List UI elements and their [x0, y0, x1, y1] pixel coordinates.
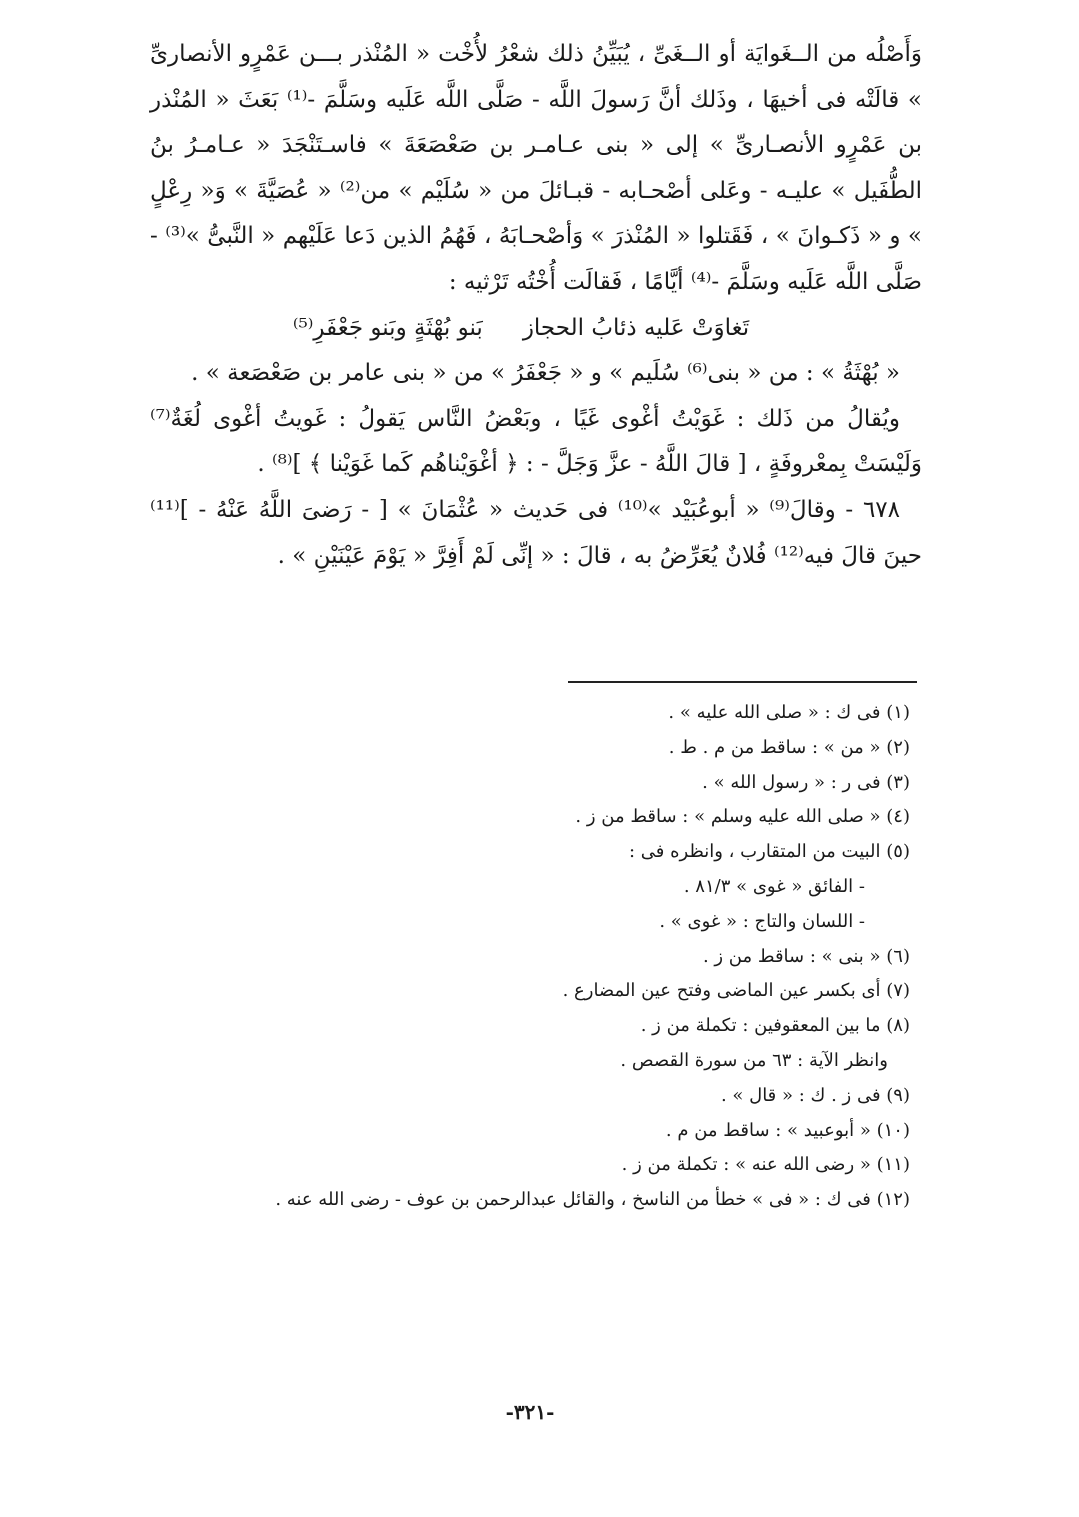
footnotes	[140, 696, 910, 1218]
paragraph-opening: وَأَصْلُه من الــغَوايَة أو الــغَىِّ ، يُبَيِّنُ ذلك شعْرُ لأُخْت « المُنْذر بـــن عَمْرٍو الأنصارىِّ » قالَتْه فى أخيهَا ، وذَلك أنَّ رَسولَ اللَّه - صَلَّى اللَّه عَلَيه وسَلَّمَ -⁽¹⁾ بَعَثَ « المُنْذر بن عَمْرٍو الأنصـارىِّ » إلى « بنى عـامـر بن صَعْصَعَةَ » فاسـتَنْجَدَ « عـامـرُ بنُ الطُّفَيل » عليـه - وعَلى أصْحـابه - قبـائلَ من « سُلَيْم » من⁽²⁾ « عُصَيَّةَ » وَ« رِعْلٍ » و « ذَكـوانَ » ، فَقَتلوا « المُنْذرَ » وَأصْحـابَهُ ، فَهُمُ الذين دَعا عَلَيْهم « النَّبىُّ »⁽³⁾ - صَلَّى اللَّه عَلَيه وسَلَّمَ -⁽⁴⁾ أيَّامًا ، فَقالَت أُخْتُه تَرْثيه :	[150, 41, 922, 295]
verse-second-hemistich: بَنو بُهْثَةٍ وبَنو جَعْفَرِ⁽⁵⁾	[292, 314, 483, 341]
verse-first-hemistich: تَغاوَتْ عَليه ذئابُ الحجاز	[522, 314, 750, 341]
footnote-11: (١١) « رضى الله عنه » : تكملة من ز .	[621, 1154, 910, 1176]
footnote-divider	[568, 681, 917, 683]
footnote-8-ayah-note: وانظر الآية : ٦٣ من سورة القصص .	[620, 1049, 888, 1071]
footnote-4: (٤) « صلى الله عليه وسلم » : ساقط من ز .	[575, 806, 910, 828]
footnote-8: (٨) ما بين المعقوفين : تكملة من ز .	[640, 1015, 910, 1037]
footnote-5-ref-faiq: - الفائق « غوى » ٨١/٣ .	[683, 875, 865, 897]
paragraph-buhtha: « بُهْثَةُ » : من « بنى⁽⁶⁾ سُلَيم » و « جَعْفَرُ » من « بنى عامر بن صَعْصَعة » .	[191, 360, 900, 387]
footnote-7: (٧) أى بكسر عين الماضى وفتح عين المضارع .	[562, 980, 910, 1002]
footnote-12: (١٢) فى ك : « فى » خطأ من الناسخ ، والقائل عبدالرحمن بن عوف - رضى الله عنه .	[275, 1189, 910, 1211]
footnote-2: (٢) « من » : ساقط من م . ط .	[668, 736, 910, 758]
footnote-5: (٥) البيت من المتقارب ، وانظره فى :	[628, 841, 910, 863]
poem-verse	[150, 306, 922, 352]
footnote-3: (٣) فى ر : « رسول الله » .	[702, 771, 910, 793]
footnote-6: (٦) « بنى » : ساقط من ز .	[702, 945, 910, 967]
paragraph-ghawaytu: ويُقالُ من ذَلك : غَوَيْتُ أغْوى غَيًا ، وبَعْضُ النَّاس يَقولُ : غَويتُ أغْوى لُغَةٌ⁽⁷⁾ وَلَيْسَتْ بِمعْروفَةٍ ، [ قالَ اللَّهُ - عزَّ وَجَلَّ - : ﴿ أغْوَيْناهُم كَما غَوَيْنا ﴾ ]⁽⁸⁾ .	[150, 405, 922, 478]
footnote-5-ref-lisan: - اللسان والتاج : « غوى » .	[659, 910, 865, 932]
footnote-9: (٩) فى ز . ك : « قال » .	[720, 1084, 910, 1106]
paragraph-678: ٦٧٨ - وقالَ⁽⁹⁾ « أبوعُبَيْد »⁽¹⁰⁾ فى حَديث « عُثْمَانَ » [ - رَضىَ اللَّهُ عَنْهُ - ]⁽¹¹⁾ حينَ قالَ فيه⁽¹²⁾ فُلانٌ يُعَرِّضُ به ، قالَ : « إنِّى لَمْ أَفِرَّ « يَوْمَ عَيْنَيْنِ » .	[150, 496, 922, 569]
footnote-10: (١٠) « أبوعبيد » : ساقط من م .	[665, 1119, 910, 1141]
page-number: -٣٢١-	[505, 1400, 555, 1424]
main-text	[150, 32, 922, 579]
footnote-1: (١) فى ك : « صلى الله عليه » .	[668, 702, 910, 723]
